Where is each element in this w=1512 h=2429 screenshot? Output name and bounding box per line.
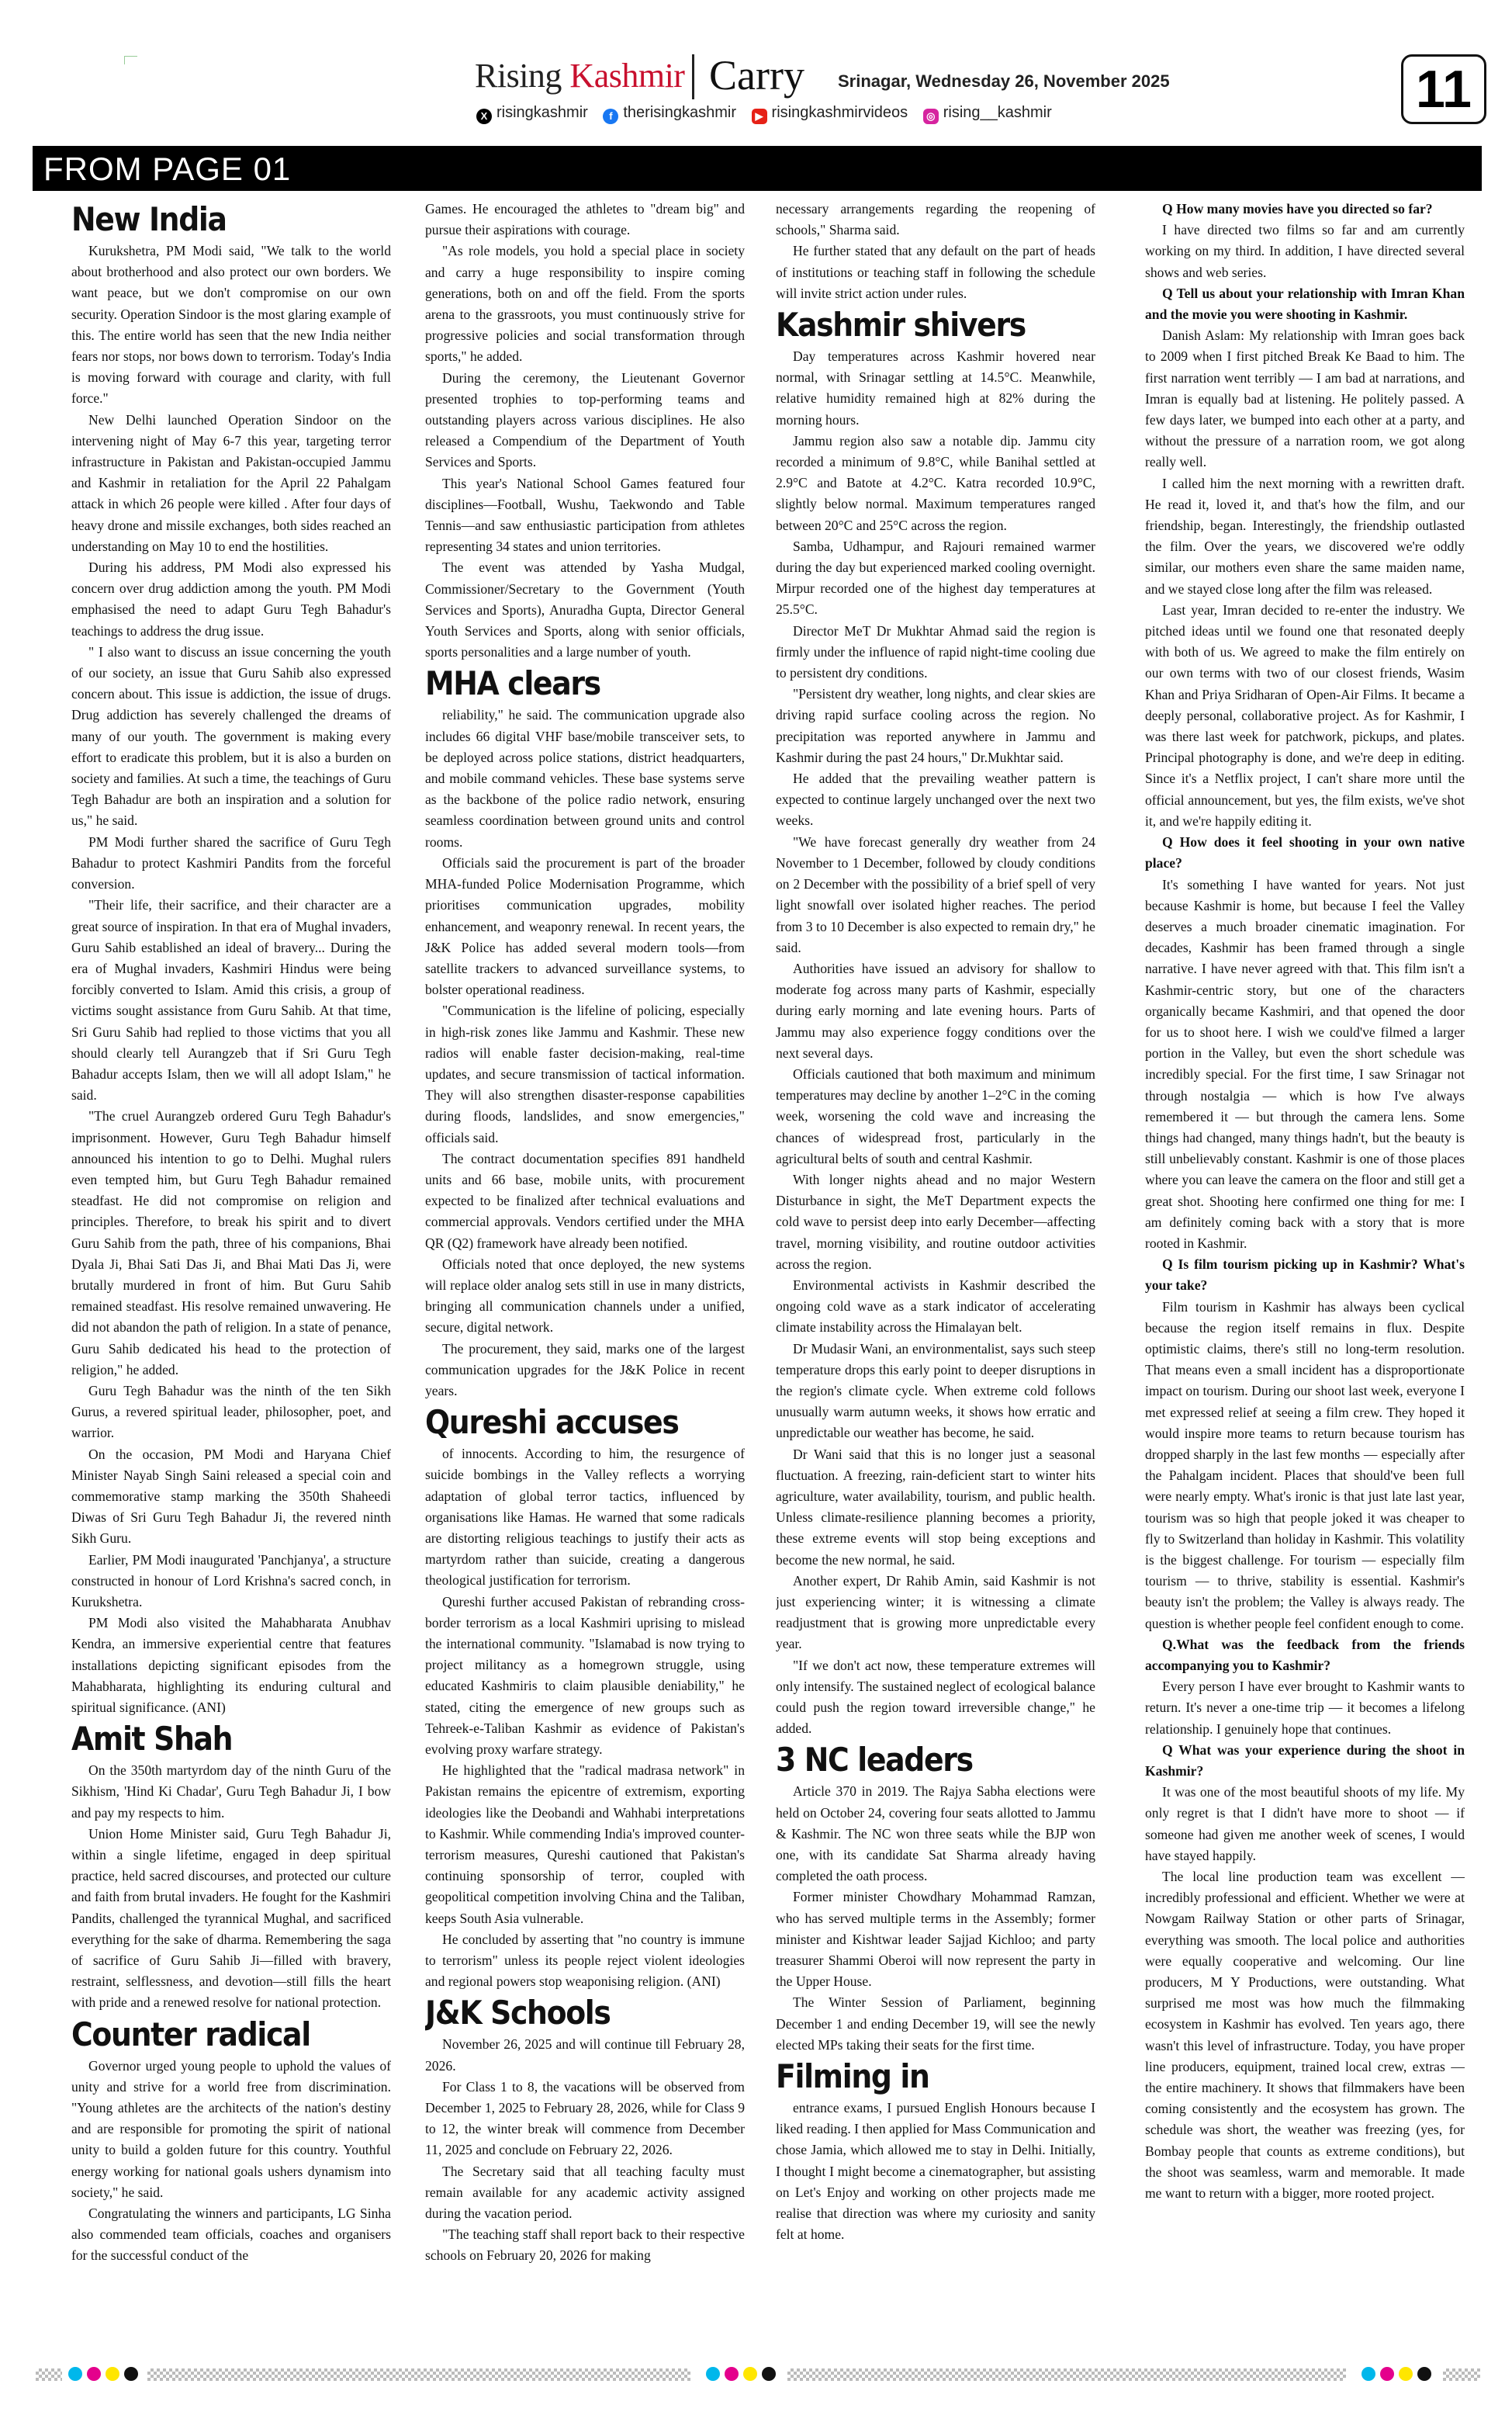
social-youtube-label: risingkashmirvideos <box>771 104 908 121</box>
paragraph: "We have forecast generally dry weather from 24 November to 1 December, followed by cloudy conditions on 2 December with the possibility of a brief spell of very light snowfall over isolated higher reaches. The period from 3 to 10 December is also expected to remain dry," he said. <box>776 833 1095 955</box>
print-color-bar <box>23 2367 1490 2382</box>
paragraph: "As role models, you hold a special place in society and carry a huge responsibility to inspire coming generations, both on and off the field. From the sports arena to the grassroots, you must continuously strive for progressive policies and social transformation through sports," he added. <box>425 243 745 365</box>
paragraph: Officials said the procurement is part of the broader MHA-funded Police Modernisation Programme, which prioritises communication upgrades, mobility enhancement, and weaponry renewal. In recent years, the J&K Police has added several modern tools—from satellite trackers to advanced surveillance systems, to bolster operational readiness. <box>425 854 745 998</box>
paragraph: Kurukshetra, PM Modi said, "We talk to the world about brotherhood and also protect our own borders. We want peace, but we don't compromise on our own security. Operation Sindoor is the most glaring example of this. The entire world has seen that the new India neither fears nor stops, nor bows down to terrorism. Today's India is moving forward with courage and clarity, with full force." <box>71 243 391 407</box>
section-title: Carry <box>709 52 804 99</box>
black-swatch <box>1417 2367 1431 2381</box>
x-icon: X <box>476 109 492 124</box>
headline-3-nc-leaders[interactable]: 3 NC leaders <box>776 1741 973 1779</box>
interview-question: Q How does it feel shooting in your own native place? <box>1145 834 1465 871</box>
paragraph: New Delhi launched Operation Sindoor on the intervening night of May 6-7 this year, targeting terror infrastructure in Pakistan and Pakistan-occupied Jammu and Kashmir in retaliation for the April 22 Pahalgam attack in which 26 people were killed . After four days of heavy drone and missile exchanges, both sides reached an understanding on May 10 to end the hostilities. <box>71 411 391 554</box>
interview-question: Q Is film tourism picking up in Kashmir? What's your take? <box>1145 1256 1465 1294</box>
social-youtube[interactable] <box>752 104 908 124</box>
brand-logo[interactable] <box>475 56 684 95</box>
paragraph: PM Modi further shared the sacrifice of Guru Tegh Bahadur to protect Kashmiri Pandits from the forceful conversion. <box>71 833 391 892</box>
interview-answer: It was one of the most beautiful shoots of my life. My only regret is that I didn't have more to shoot — if someone had given me another week of scenes, I would have stayed happily. <box>1145 1784 1465 1863</box>
social-facebook-label: therisingkashmir <box>623 104 736 121</box>
headline-new-india[interactable]: New India <box>71 200 227 238</box>
cyan-swatch <box>68 2367 82 2381</box>
paragraph: Former minister Chowdhary Mohammad Ramzan, who has served multiple terms in the Assembly; former minister and Kishtwar leader Sajjad Kichloo; and party treasurer Shammi Oberoi will now represent the party in the Upper House. <box>776 1889 1095 1990</box>
paragraph: During the ceremony, the Lieutenant Governor presented trophies to top-performing teams and outstanding players across various disciplines. He also released a Compendium of the Department of Youth Services and Sports. <box>425 369 745 470</box>
interview-question: Q.What was the feedback from the friends accompanying you to Kashmir? <box>1145 1636 1465 1674</box>
paragraph: "Their life, their sacrifice, and their character are a great source of inspiration. In that era of Mughal invaders, Guru Sahib established an ideal of bravery... During the era of Mughal invaders, Kashmiri Hindus were being forcibly converted to Islam. Amid this crisis, a group of victims sought assistance from Guru Sahib. At that time, Sri Guru Sahib had replied to those victims that you all should clearly tell Aurangzeb that if Sri Guru Tegh Bahadur accepts Islam, then we will all adopt Islam," he said. <box>71 897 391 1104</box>
interview-answer: It's something I have wanted for years. Not just because Kashmir is home, but because I feel the Valley deserves a much broader cinematic imagination. For decades, Kashmir has been framed through a single narrative. I have never agreed with that. This film isn't a Kashmir-centric story, but one of the characters organically became Kashmiri, and that opened the door for us to shoot here. I wish we could've filmed a larger portion in the Valley, but even the short schedule was incredibly special. For the first time, I saw Srinagar not through nostalgia — which is how I've always remembered it — but through the camera lens. Some things had changed, many things hadn't, but the beauty is still unbelievably constant. Kashmir is one of those places where you can leave the camera on the floor and still get a great shot. Shooting here confirmed one thing for me: I am definitely coming back with a story that is more rooted in Kashmir. <box>1145 876 1465 1251</box>
headline-mha-clears[interactable]: MHA clears <box>425 664 600 703</box>
paragraph: "The cruel Aurangzeb ordered Guru Tegh Bahadur's imprisonment. However, Guru Tegh Bahadur himself announced his intention to go to Delhi. Mughal rulers even tempted him, but Guru Tegh Bahadur remained steadfast. He did not compromise on religion and principles. Therefore, to break his spirit and to divert Guru Sahib from the path, three of his companions, Bhai Dyala Ji, Bhai Sati Das Ji, and Bhai Mati Das Ji, were brutally murdered in front of him. But Guru Sahib remained steadfast. His resolve remained unwavering. He did not abandon the path of religion. In a state of penance, Guru Sahib dedicated his head to the protection of religion," he added. <box>71 1108 391 1377</box>
cyan-swatch <box>706 2367 720 2381</box>
paragraph: On the 350th martyrdom day of the ninth Guru of the Sikhism, 'Hind Ki Chadar', Guru Tegh Bahadur Ji, I bow and pay my respects to him. <box>71 1762 391 1821</box>
paragraph: For Class 1 to 8, the vacations will be observed from December 1, 2025 to February 28, 2026, while for Class 9 to 12, the winter break will commence from December 11, 2025 and conclude on February 22, 2026. <box>425 2078 745 2158</box>
paragraph: "Communication is the lifeline of policing, especially in high-risk zones like Jammu and Kashmir. These new radios will enable faster decision-making, real-time updates, and secure transmission of tactical information. They will also strengthen disaster-response capabilities during floods, landslides, and snow emergencies," officials said. <box>425 1003 745 1145</box>
headline-counter-radical[interactable]: Counter radical <box>71 2015 310 2053</box>
black-swatch <box>762 2367 776 2381</box>
paragraph: Governor urged young people to uphold the values of unity and strive for a world free from discrimination. "Young athletes are the architects of the nation's destiny and are responsible for promoting the spirit of national unity to build a golden future for this country. Youthful energy working for national goals ushers dynamism into society," he said. <box>71 2057 391 2200</box>
column-4 <box>1145 199 1465 2348</box>
headline-amit-shah[interactable]: Amit Shah <box>71 1720 233 1759</box>
headline-kashmir-shivers[interactable]: Kashmir shivers <box>776 306 1026 345</box>
paragraph: With longer nights ahead and no major Western Disturbance in sight, the MeT Department expects the cold wave to persist deep into early December—affecting travel, morning visibility, and routine outdoor activities across the region. <box>776 1171 1095 1272</box>
paragraph: Guru Tegh Bahadur was the ninth of the ten Sikh Gurus, a revered spiritual leader, philosopher, poet, and warrior. <box>71 1382 391 1441</box>
paragraph: Jammu region also saw a notable dip. Jammu city recorded a minimum of 9.8°C, while Banihal settled at 2.9°C and Batote at 4.2°C. Katra recorded 10.9°C, slightly below normal. Maximum temperatures ranged between 20°C and 25°C across the region. <box>776 432 1095 533</box>
paragraph: He further stated that any default on the part of heads of institutions or teaching staff in following the schedule will invite strict action under rules. <box>776 243 1095 301</box>
cyan-swatch <box>1361 2367 1375 2381</box>
masthead <box>0 0 1512 140</box>
checker-strip-end <box>1443 2368 1480 2381</box>
banner-label: FROM PAGE 01 <box>43 151 292 187</box>
social-facebook[interactable] <box>603 104 736 124</box>
paragraph: He highlighted that the "radical madrasa network" in Pakistan remains the epicentre of extremism, exporting ideologies like the Deobandi and Wahhabi interpretations to Kashmir. While commending India's improved counter-terrorism measures, Qureshi cautioned that Pakistan's continuing sponsorship of terror, coupled with geopolitical competition involving China and the Taliban, keeps South Asia vulnerable. <box>425 1762 745 1926</box>
paragraph: Director MeT Dr Mukhtar Ahmad said the region is firmly under the influence of rapid night-time cooling due to persistent dry conditions. <box>776 622 1095 681</box>
paragraph: The contract documentation specifies 891 handheld units and 66 base, mobile units, with procurement expected to be finalized after technical evaluations and commercial approvals. Vendors certified under the MHA QR (Q2) framework have already been notified. <box>425 1150 745 1251</box>
black-swatch <box>124 2367 138 2381</box>
interview-answer: Every person I have ever brought to Kashmir wants to return. It's never a one-time trip — it becomes a lifelong relationship. I genuinely hope that continues. <box>1145 1679 1465 1737</box>
paragraph: Officials cautioned that both maximum and minimum temperatures may decline by another 1–2°C in the coming week, worsening the cold wave and increasing the chances of widespread frost, particularly in the agricultural belts of south and central Kashmir. <box>776 1066 1095 1166</box>
paragraph: The Secretary said that all teaching faculty must remain available for any academic activity assigned during the vacation period. <box>425 2163 745 2222</box>
paragraph: He added that the prevailing weather pattern is expected to continue largely unchanged over the next two weeks. <box>776 771 1095 829</box>
paragraph: necessary arrangements regarding the reopening of schools," Sharma said. <box>776 201 1095 238</box>
interview-answer: I have directed two films so far and am currently working on my third. In addition, I have directed several shows and web series. <box>1145 222 1465 280</box>
paragraph: Environmental activists in Kashmir described the ongoing cold wave as a stark indicator of accelerating climate instability across the Himalayan belt. <box>776 1277 1095 1336</box>
paragraph: The procurement, they said, marks one of the largest communication upgrades for the J&K Police in recent years. <box>425 1340 745 1398</box>
magenta-swatch <box>725 2367 739 2381</box>
dateline: Srinagar, Wednesday 26, November 2025 <box>838 71 1170 91</box>
yellow-swatch <box>106 2367 119 2381</box>
paragraph: During his address, PM Modi also expressed his concern over drug addiction among the youth. PM Modi emphasised the need to adapt Guru Tegh Bahadur's teachings to address the drug issue. <box>71 560 391 639</box>
yellow-swatch <box>1399 2367 1413 2381</box>
paragraph: Qureshi further accused Pakistan of rebranding cross-border terrorism as a local Kashmiri uprising to mislead the international community. "Islamabad is now trying to project militancy as a homegrown struggle, using educated Kashmiris to claim plausible deniability," he stated, citing the emergence of new groups such as Tehreek-e-Taliban Kashmir as evidence of Pakistan's evolving proxy warfare strategy. <box>425 1593 745 1758</box>
interview-question: Q Tell us about your relationship with Imran Khan and the movie you were shooting in Kashmir. <box>1145 285 1465 323</box>
social-x[interactable] <box>476 104 588 124</box>
magenta-swatch <box>87 2367 101 2381</box>
paragraph: Another expert, Dr Rahib Amin, said Kashmir is not just experiencing winter; it is witnessing a climate readjustment that is growing more unpredictable every year. <box>776 1572 1095 1652</box>
paragraph: November 26, 2025 and will continue till February 28, 2026. <box>425 2036 745 2074</box>
headline-jk-schools[interactable]: J&K Schools <box>425 1994 611 2032</box>
facebook-icon: f <box>603 109 618 124</box>
brand-kashmir: Kashmir <box>569 57 685 95</box>
paragraph: " I also want to discuss an issue concerning the youth of our society, an issue that Guru Sahib also expressed concern about. This issue is addiction, the issue of drugs. Drug addiction has severely challenged the dreams of many of our youth. The government is making every effort to eradicate this problem, but it is also a burden on society and families. At such a time, the teachings of Guru Tegh Bahadur are both an inspiration and a solution for us," he said. <box>71 643 391 829</box>
paragraph: "Persistent dry weather, long nights, and clear skies are driving rapid surface cooling across the region. No precipitation was reported anywhere in Jammu and Kashmir during the past 24 hours," Dr.Mukhtar said. <box>776 686 1095 765</box>
column-2 <box>425 199 745 2348</box>
paragraph: Earlier, PM Modi inaugurated 'Panchjanya', a structure constructed in honour of Lord Krishna's sacred conch, in Kurukshetra. <box>71 1551 391 1610</box>
registration-tick <box>124 56 137 64</box>
paragraph: Samba, Udhampur, and Rajouri remained warmer during the day but experienced marked cooling overnight. Mirpur recorded one of the highest day temperatures at 25.5°C. <box>776 538 1095 618</box>
interview-question: Q How many movies have you directed so far? <box>1162 201 1433 217</box>
youtube-icon: ▶ <box>752 109 767 124</box>
masthead-divider <box>692 54 694 99</box>
paragraph: Games. He encouraged the athletes to "dream big" and pursue their aspirations with courage. <box>425 201 745 238</box>
paragraph: On the occasion, PM Modi and Haryana Chief Minister Nayab Singh Saini released a special coin and commemorative stamp marking the 350th Shaheedi Diwas of Sri Guru Tegh Bahadur Ji, the revered ninth Sikh Guru. <box>71 1446 391 1547</box>
instagram-icon: ◎ <box>923 109 939 124</box>
social-x-label: risingkashmir <box>497 104 588 121</box>
column-1 <box>71 199 391 2348</box>
social-handles <box>476 104 1063 124</box>
paragraph: Dr Wani said that this is no longer just a seasonal fluctuation. A freezing, rain-deficient start to winter hits agriculture, water availability, tourism, and public health. Unless climate-resilience planning becomes a priority, these extreme events will stop being exceptions and become the new normal, he said. <box>776 1446 1095 1568</box>
paragraph: Congratulating the winners and participants, LG Sinha also commended team officials, coaches and organisers for the successful conduct of the <box>71 2206 391 2264</box>
yellow-swatch <box>743 2367 757 2381</box>
paragraph: The Winter Session of Parliament, beginning December 1 and ending December 19, will see the newly elected MPs taking their seats for the first time. <box>776 1994 1095 2053</box>
paragraph: reliability," he said. The communication upgrade also includes 66 digital VHF base/mobile transceiver sets, to be deployed across police stations, district headquarters, and mobile command vehicles. These base systems serve as the backbone of the police radio network, ensuring seamless coordination between ground units and control rooms. <box>425 707 745 850</box>
paragraph: "If we don't act now, these temperature extremes will only intensify. The sustained neglect of ecological balance could push the region toward irreversible change," he added. <box>776 1657 1095 1737</box>
section-banner <box>33 146 1482 191</box>
magenta-swatch <box>1380 2367 1394 2381</box>
headline-filming-in[interactable]: Filming in <box>776 2057 929 2096</box>
interview-answer: Last year, Imran decided to re-enter the industry. We pitched ideas until we found one that resonated deeply with both of us. We agreed to make the film entirely on our own terms with two of our closest friends, Wasim Khan and Priya Sridharan of Open-Air Films. It became a deeply personal, collaborative project. As for Kashmir, I was there last week for patchwork, pickups, and plates. Principal photography is done, and we're deep in editing. Since it's a Netflix project, I can't share more until the official announcement, but yes, the film exists, we've shot it, and we're happily editing it. <box>1145 601 1465 829</box>
interview-answer: Danish Aslam: My relationship with Imran goes back to 2009 when I first pitched Break Ke Baad to him. The first narration went terribly — I am bad at narrations, and Imran is equally bad at listening. He politely passed. A few days later, we bumped into each other at a party, and without the pressure of a narration room, we got along really well. <box>1145 327 1465 470</box>
interview-answer: Film tourism in Kashmir has always been cyclical because the region itself remains in flux. Despite optimistic claims, there's still no long-term resolution. That means even a small incident has a disproportionate impact on tourism. During our shoot last week, everyone I met expressed relief at seeing a film crew. They hoped it would inspire more teams to return because tourism has dropped sharply in the last few months — especially after the Pahalgam incident. Places that should've been full were nearly empty. What's ironic is that just late last year, tourism was so high that people joked it was cheaper to fly to Switzerland than holiday in Kashmir. This volatility is the biggest challenge. For tourism — especially film tourism — to thrive, stability is essential. Kashmir's beauty isn't the problem; the Valley is always ready. The question is whether people feel confident enough to come. <box>1145 1298 1465 1631</box>
paragraph: The event was attended by Yasha Mudgal, Commissioner/Secretary to the Government (Youth Services and Sports), Anuradha Gupta, Director General Youth Services and Sports, along with senior officials, sports personalities and a large number of youth. <box>425 560 745 660</box>
checker-strip-middle <box>147 2368 690 2381</box>
interview-answer: I called him the next morning with a rewritten draft. He read it, loved it, and that's how the film, and our friendship, began. Interestingly, the friendship outlasted the film. Over the years, we discovered we're oddly similar, our mothers even share the same maiden name, and we stayed close long after the film was released. <box>1145 475 1465 597</box>
interview-answer: The local line production team was excellent — incredibly professional and efficient. Whether we were at Nowgam Railway Station or other parts of Srinagar, everything was smooth. The local police and authorities were equally cooperative and welcoming. Our line producers, M Y Productions, were outstanding. What surprised me most was how much the filmmaking ecosystem in Kashmir has evolved. Ten years ago, there wasn't this level of infrastructure. Today, you have proper line producers, equipment, trained local crew, extras — the entire machinery. It shows that filmmakers have been coming consistently and the ecosystem has grown. The schedule was short, the weather was freezing (yes, for Bombay people that counts as extreme conditions), but the shoot was seamless, warm and memorable. It made me want to return with a bigger, more rooted project. <box>1145 1869 1465 2202</box>
page-number: 11 <box>1401 54 1486 124</box>
paragraph: of innocents. According to him, the resurgence of suicide bombings in the Valley reflects a worrying adaptation of global terror tactics, influenced by organisations like Hamas. He warned that some radicals are distorting religious teachings to justify their acts as martyrdom rather than suicide, creating a dangerous theological justification for terrorism. <box>425 1446 745 1589</box>
paragraph: Union Home Minister said, Guru Tegh Bahadur Ji, within a single lifetime, engaged in deep spiritual practice, held sacred discourses, and protected our culture and faith from brutal invaders. He fought for the Kashmiri Pandits, challenged the tyrannical Mughal, and sacrificed everything for the sake of dharma. Remembering the saga of sacrifice of Guru Sahib Ji—filled with bravery, restraint, selflessness, and devotion—still fills the heart with pride and a renewed resolve for national protection. <box>71 1825 391 2011</box>
paragraph: Article 370 in 2019. The Rajya Sabha elections were held on October 24, covering four seats allotted to Jammu & Kashmir. The NC won three seats while the BJP won one, with its candidate Sat Sharma already having completed the oath process. <box>776 1783 1095 1884</box>
headline-qureshi-accuses[interactable]: Qureshi accuses <box>425 1403 679 1442</box>
paragraph: He concluded by asserting that "no country is immune to terrorism" unless its people reject violent ideologies and regional powers stop weaponising religion. (ANI) <box>425 1931 745 1990</box>
paragraph: Dr Mudasir Wani, an environmentalist, says such steep temperature drops this early point to deeper disruptions in the region's climate cycle. When extreme cold follows unusually warm autumn weeks, it shows how erratic and unpredictable our weather has become, he said. <box>776 1340 1095 1441</box>
column-3 <box>776 199 1095 2348</box>
paragraph: This year's National School Games featured four disciplines—Football, Wushu, Taekwondo and Table Tennis—and saw enthusiastic participation from athletes representing 34 states and union territories. <box>425 475 745 555</box>
paragraph: PM Modi also visited the Mahabharata Anubhav Kendra, an immersive experiential centre that features installations depicting significant episodes from the Mahabharata, highlighting its enduring cultural and spiritual significance. (ANI) <box>71 1615 391 1716</box>
paragraph: entrance exams, I pursued English Honours because I liked reading. I then applied for Mass Communication and chose Jamia, which allowed me to stay in Delhi. Initially, I thought I might become a cinematographer, but assisting on Let's Enjoy and working on other projects made me realise that direction was where my curiosity and sanity felt at home. <box>776 2100 1095 2243</box>
checker-strip-left <box>36 2368 62 2381</box>
brand-rising: Rising <box>475 57 562 95</box>
paragraph: "The teaching staff shall report back to their respective schools on February 20, 2026 for making <box>425 2226 745 2264</box>
paragraph: Authorities have issued an advisory for shallow to moderate fog across many parts of Kashmir, especially during early morning and late evening hours. Parts of Jammu may also experience foggy conditions over the next several days. <box>776 960 1095 1061</box>
social-instagram-label: rising__kashmir <box>943 104 1052 121</box>
checker-strip-right <box>787 2368 1346 2381</box>
interview-question: Q What was your experience during the shoot in Kashmir? <box>1145 1741 1465 1779</box>
paragraph: Day temperatures across Kashmir hovered near normal, with Srinagar settling at 14.5°C. Meanwhile, relative humidity remained high at 82% during the morning hours. <box>776 348 1095 428</box>
paragraph: Officials noted that once deployed, the new systems will replace older analog sets still in use in many districts, bringing all communication channels under a unified, secure, digital network. <box>425 1256 745 1336</box>
social-instagram[interactable] <box>923 104 1052 124</box>
